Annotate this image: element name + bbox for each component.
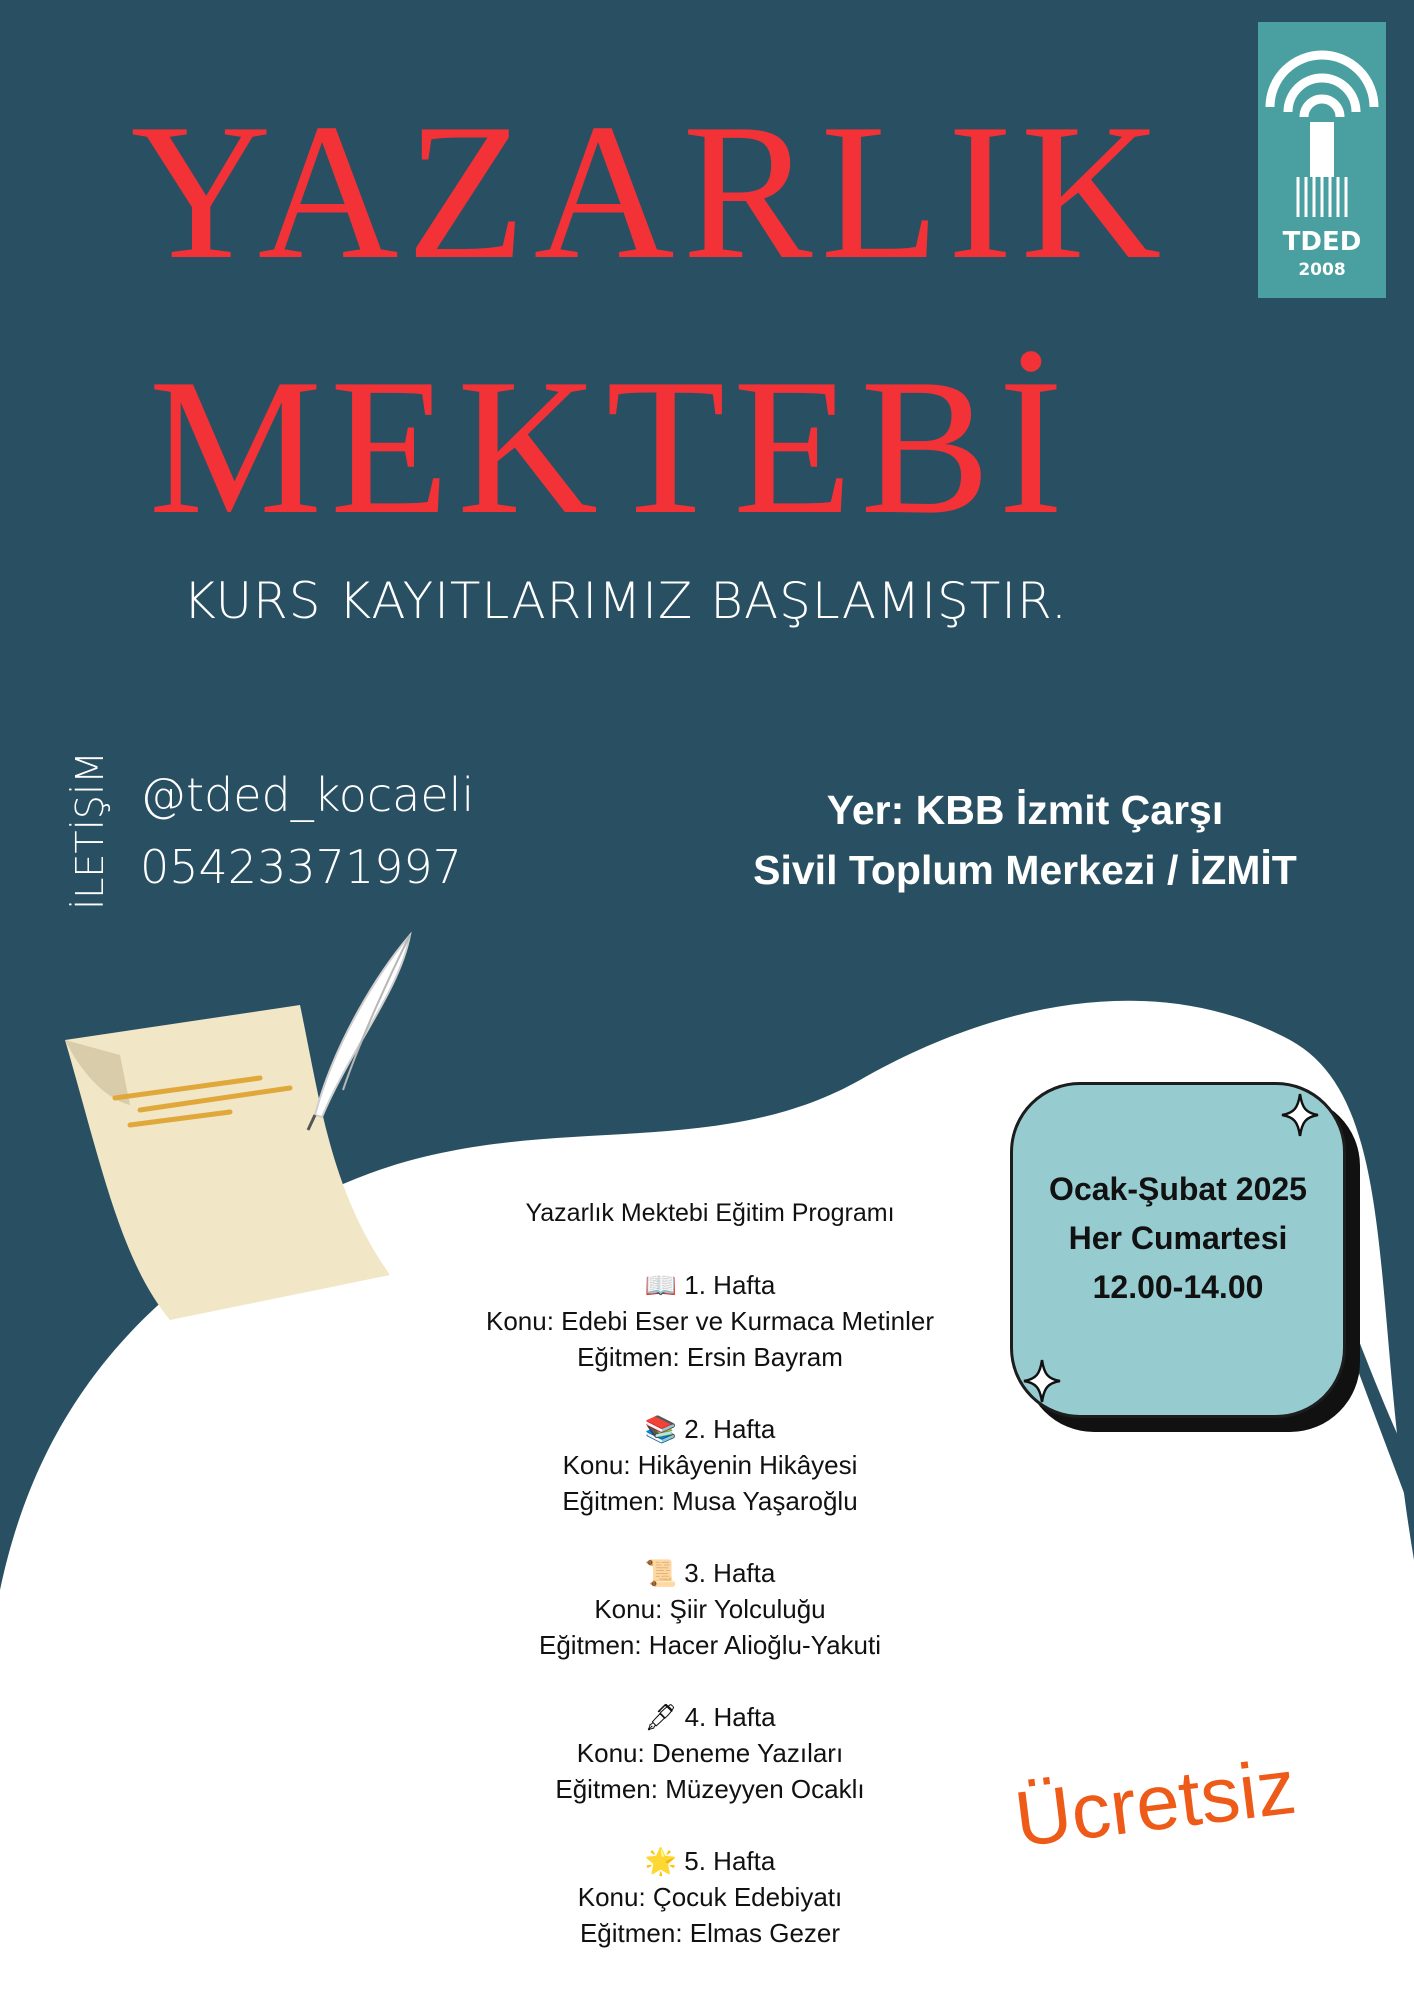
schedule-day: Her Cumartesi [1068,1220,1288,1256]
week-1-title: 📖 1. Hafta [644,1270,776,1300]
schedule-period: Ocak-Şubat 2025 [1049,1171,1307,1207]
program-heading: Yazarlık Mektebi Eğitim Programı [525,1199,895,1227]
logo-name: TDED [1282,227,1362,257]
subtitle: KURS KAYITLARIMIZ BAŞLAMIŞTIR. [183,572,1068,630]
week-4-trainer: Eğitmen: Müzeyyen Ocaklı [555,1774,865,1804]
week-5-trainer: Eğitmen: Elmas Gezer [579,1918,841,1948]
week-2-title: 📚 2. Hafta [644,1414,776,1444]
location [700,780,1350,900]
week-3 [440,1555,980,1663]
title-line-1: YAZARLIK [130,84,1170,300]
location-line-1: Yer: KBB İzmit Çarşı [826,787,1224,833]
schedule-time: 12.00-14.00 [1092,1269,1264,1305]
week-2-topic: Konu: Hikâyenin Hikâyesi [562,1450,858,1480]
week-3-trainer: Eğitmen: Hacer Alioğlu-Yakuti [538,1630,881,1660]
scroll-icon: 📜 [644,1558,678,1588]
location-line-2: Sivil Toplum Merkezi / İZMİT [753,847,1297,893]
week-3-title: 📜 3. Hafta [644,1558,776,1588]
sparkle-icon [1022,1358,1062,1404]
title-line-2: MEKTEBİ [148,339,1072,555]
contact-label: İLETİŞİM [68,751,112,910]
social-handle: @tded_kocaeli [140,768,475,822]
program-list [440,1195,980,1987]
week-5-title: 🌟 5. Hafta [644,1846,776,1876]
logo-year: 2008 [1298,260,1346,280]
schedule-text [1013,1165,1343,1312]
book-icon: 📖 [644,1270,678,1300]
week-5-topic: Konu: Çocuk Edebiyatı [577,1882,843,1912]
paper-quill-icon [60,930,440,1350]
week-1-trainer: Eğitmen: Ersin Bayram [577,1342,843,1372]
week-3-topic: Konu: Şiir Yolculuğu [594,1594,826,1624]
books-icon: 📚 [644,1414,678,1444]
pen-icon: 🖋 [644,1702,678,1732]
week-4-title: 🖋 4. Hafta [644,1702,776,1732]
star-icon: 🌟 [644,1846,678,1876]
tded-logo [1258,22,1386,298]
free-label: Ücretsiz [1010,1741,1301,1864]
week-5 [440,1843,980,1951]
sparkle-icon [1280,1092,1320,1138]
week-4-topic: Konu: Deneme Yazıları [576,1738,844,1768]
week-1-topic: Konu: Edebi Eser ve Kurmaca Metinler [486,1306,934,1336]
week-1 [440,1267,980,1375]
phone-number: 05423371997 [140,840,462,894]
week-2 [440,1411,980,1519]
week-2-trainer: Eğitmen: Musa Yaşaroğlu [562,1486,858,1516]
week-4 [440,1699,980,1807]
